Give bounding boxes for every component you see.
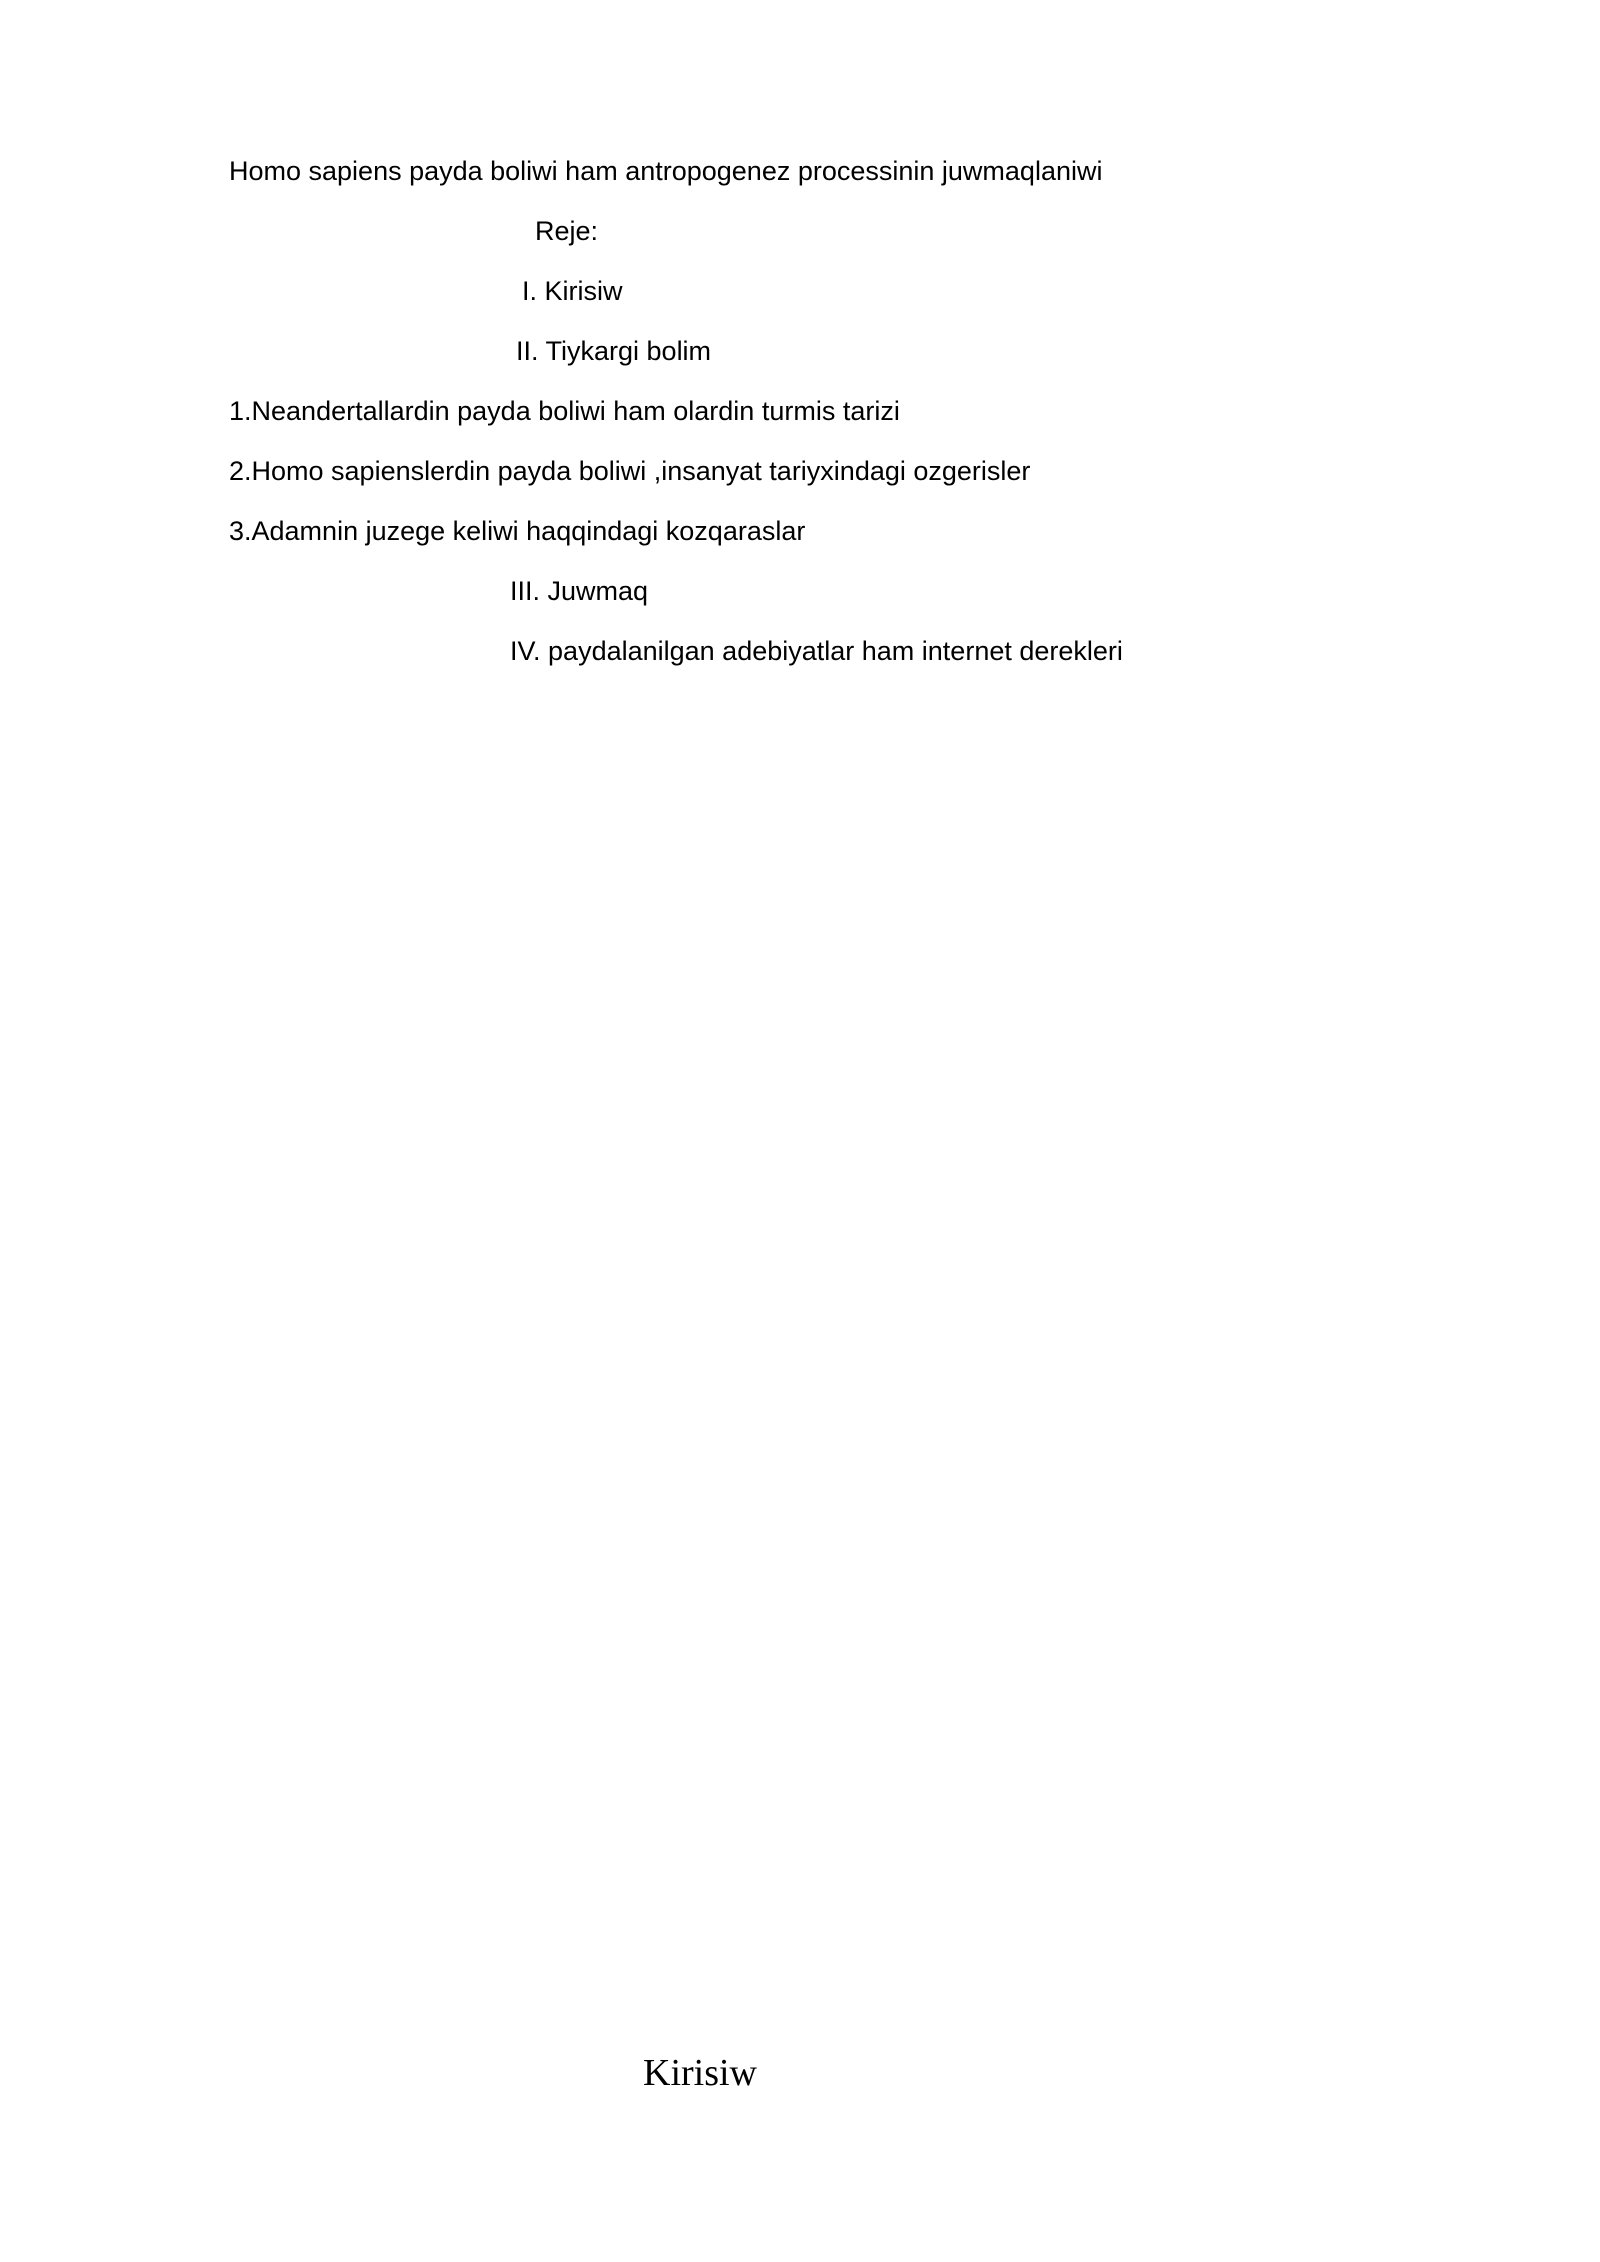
plan-heading: Reje: [535,216,599,246]
section-heading: Kirisiw [643,2052,757,2094]
plan-subitem-2: 2.Homo sapienslerdin payda boliwi ,insanyat tariyxindagi ozgerisler [229,456,1031,486]
plan-item-references: IV. paydalanilgan adebiyatlar ham internet derekleri [510,636,1123,666]
plan-item-conclusion: III. Juwmaq [510,576,649,606]
document-title: Homo sapiens payda boliwi ham antropogenez processinin juwmaqlaniwi [229,156,1103,186]
plan-item-main-part: II. Tiykargi bolim [516,336,712,366]
plan-subitem-1: 1.Neandertallardin payda boliwi ham olardin turmis tarizi [229,396,900,426]
plan-item-introduction: I. Kirisiw [522,276,623,306]
plan-subitem-3: 3.Adamnin juzege keliwi haqqindagi kozqaraslar [229,516,806,546]
